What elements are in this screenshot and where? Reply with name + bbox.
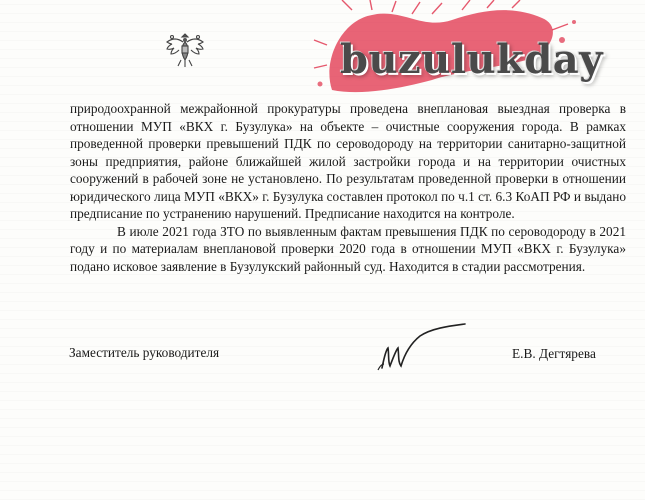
handwritten-signature-icon	[370, 320, 480, 380]
double-headed-eagle-icon	[163, 28, 207, 72]
document-body	[70, 100, 626, 275]
watermark-text: buzulukday	[340, 36, 603, 83]
signer-title: Заместитель руководителя	[69, 345, 220, 360]
signer-name: Е.В. Дегтярева	[512, 346, 596, 361]
paragraph-1: природоохранной межрайонной прокуратуры проведена внеплановая выездная проверка в отношении МУП «ВКХ г. Бузулука» на объекте – очистные сооружения города. В рамках проведенной проверки превышений ПДК по сероводороду на территории санитарно-защитной зоны предприятия, районе ближайшей жилой застройки города и на территории очистных сооружений в рабочей зоне не установлено. По результатам проведенной проверки в отношении юридического лица МУП «ВКХ» г. Бузулука составлен протокол по ч.1 ст. 6.3 КоАП РФ и выдано предписание по устранению нарушений. Предписание находится на контроле.	[70, 101, 626, 221]
paragraph-2: В июле 2021 года ЗТО по выявленным фактам превышения ПДК по сероводороду в 2021 году и по материалам внеплановой проверки 2020 года в отношении МУП «ВКХ г. Бузулука» подано исковое заявление в Бузулукский районный суд. Находится в стадии рассмотрения.	[70, 223, 626, 274]
